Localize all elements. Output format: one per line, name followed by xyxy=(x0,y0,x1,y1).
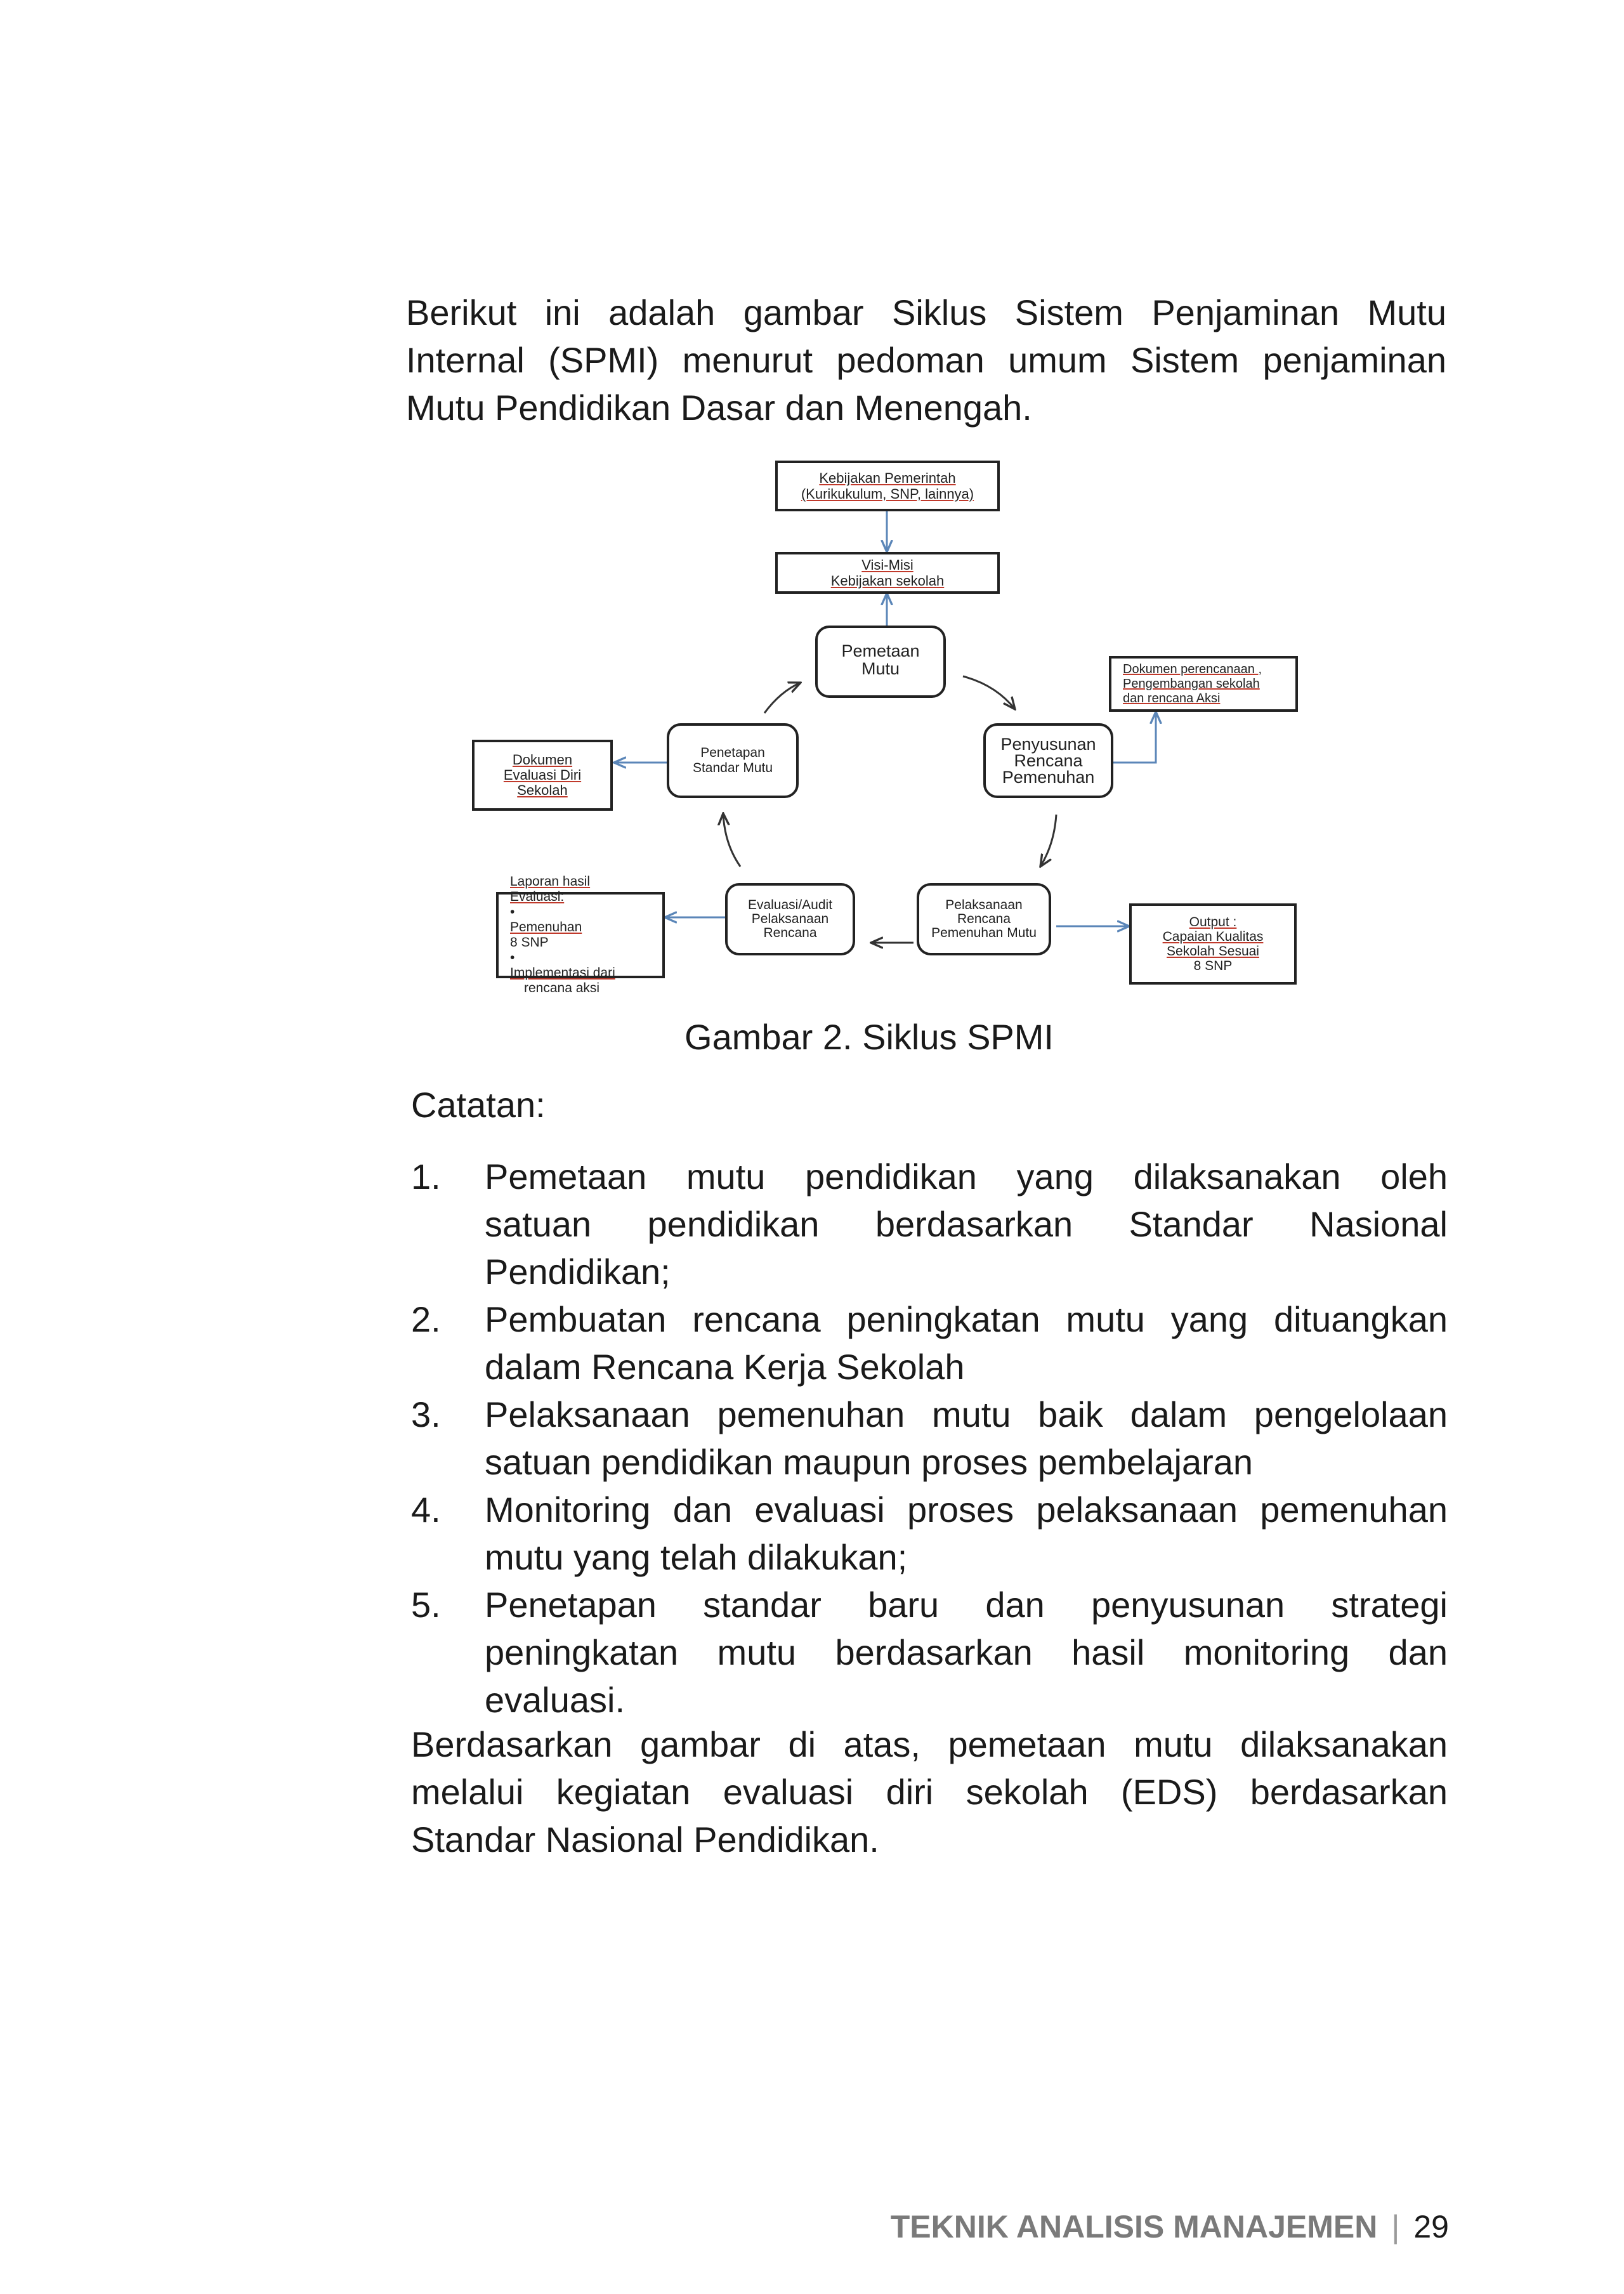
list-item: 3. Pelaksanaan pemenuhan mutu baik dalam pengelolaan satuan pendidikan maupun proses pembelajaran xyxy=(411,1394,1448,1482)
figure-caption: Gambar 2. Siklus SPMI xyxy=(684,1017,1054,1057)
intro-paragraph xyxy=(406,289,1446,431)
arrow-pemetaan-to-penyusunan xyxy=(963,676,1015,709)
box-dokumen-evaluasi-diri: Dokumen Evaluasi Diri Sekolah xyxy=(472,740,613,811)
page-number: 29 xyxy=(1413,2209,1449,2245)
intro-line: Internal (SPMI) menurut pedoman umum Sistem penjaminan xyxy=(406,340,1446,380)
box-dokumen-perencanaan: Dokumen perencanaan , Pengembangan sekolah dan rencana Aksi xyxy=(1109,656,1298,712)
box-pelaksanaan-rencana: Pelaksanaan Rencana Pemenuhan Mutu xyxy=(917,883,1051,955)
footer-title: TEKNIK ANALISIS MANAJEMEN xyxy=(890,2209,1378,2245)
arrow-penetapan-to-pemetaan xyxy=(764,683,801,713)
box-evaluasi-audit: Evaluasi/Audit Pelaksanaan Rencana xyxy=(725,883,855,955)
list-item: 2. Pembuatan rencana peningkatan mutu yang dituangkan dalam Rencana Kerja Sekolah xyxy=(411,1299,1448,1387)
box-pemetaan-mutu: Pemetaan Mutu xyxy=(815,626,946,698)
closing-paragraph: Berdasarkan gambar di atas, pemetaan mutu dilaksanakan melalui kegiatan evaluasi diri sekolah (EDS) berdasarkan Standar Nasional Pendidikan. xyxy=(411,1724,1448,1859)
list-item: 1. Pemetaan mutu pendidikan yang dilaksanakan oleh satuan pendidikan berdasarkan Standar Nasional Pendidikan; xyxy=(411,1157,1448,1292)
box-output-capaian: Output : Capaian Kualitas Sekolah Sesuai 8 SNP xyxy=(1129,903,1297,985)
laporan-bullet: • Pemenuhan 8 SNP xyxy=(510,905,582,950)
box-penyusunan-rencana: Penyusunan Rencana Pemenuhan xyxy=(983,723,1113,798)
list-item: 5. Penetapan standar baru dan penyusunan strategi peningkatan mutu berdasarkan hasil monitoring dan evaluasi. xyxy=(411,1585,1448,1720)
intro-line: Berikut ini adalah gambar Siklus Sistem Penjaminan Mutu xyxy=(406,292,1446,332)
box-kebijakan-pemerintah: Kebijakan Pemerintah (Kurikukulum, SNP, lainnya) xyxy=(775,461,1000,511)
intro-line: Mutu Pendidikan Dasar dan Menengah. xyxy=(406,388,1032,428)
arrow-penyusunan-to-pelaksanaan xyxy=(1040,815,1056,867)
list-item: 4. Monitoring dan evaluasi proses pelaksanaan pemenuhan mutu yang telah dilakukan; xyxy=(411,1490,1448,1577)
laporan-bullet: • Implementasi dari xyxy=(510,950,615,980)
arrow-penyusunan-to-dokumen xyxy=(1113,712,1156,763)
footer-separator: | xyxy=(1391,2209,1400,2245)
arrow-evaluasi-to-penetapan xyxy=(723,813,740,867)
notes-heading: Catatan: xyxy=(411,1085,546,1125)
page-footer xyxy=(891,2208,1449,2246)
box-visi-misi: Visi-Misi Kebijakan sekolah xyxy=(775,552,1000,594)
notes-list xyxy=(411,1153,1448,1724)
box-penetapan-standar: Penetapan Standar Mutu xyxy=(667,723,799,798)
box-laporan-hasil-evaluasi: Laporan hasil Evaluasi: • Pemenuhan 8 SNP • Implementasi dari rencana aksi xyxy=(496,892,665,978)
